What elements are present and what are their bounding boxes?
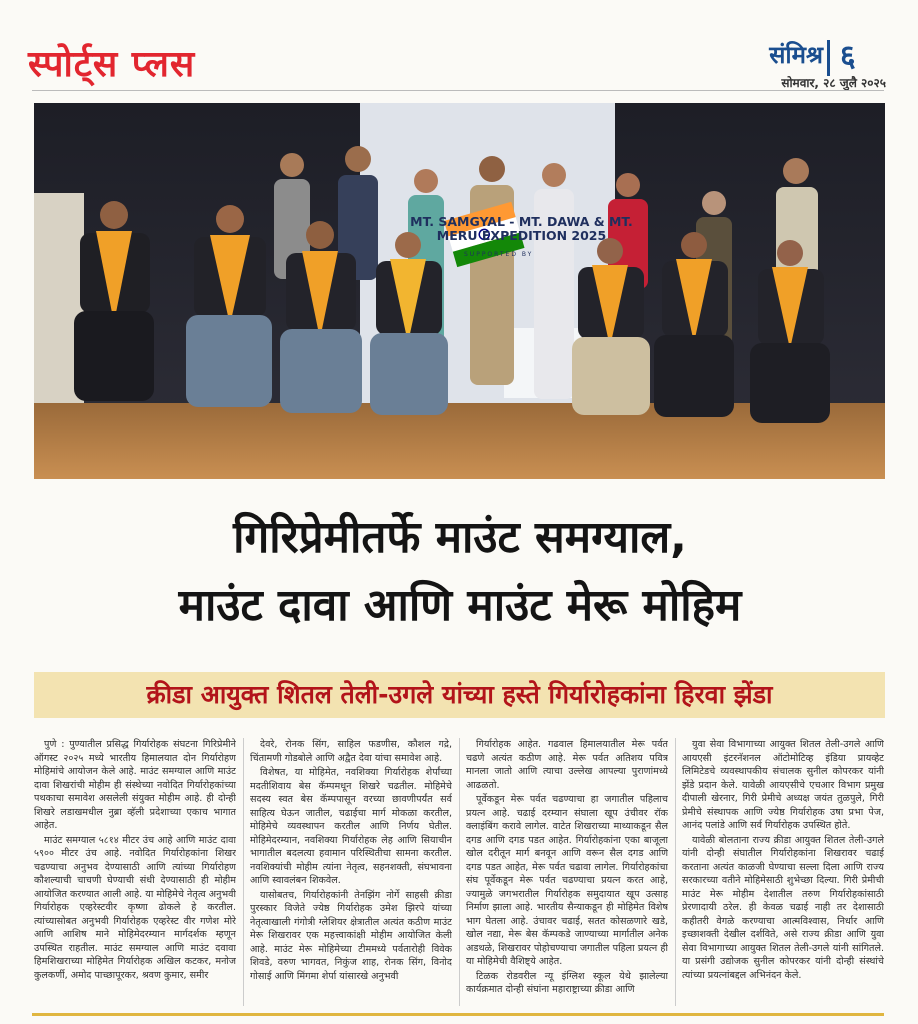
news-photo [34, 103, 885, 479]
column-divider [243, 738, 244, 1006]
headline-line-2: माउंट दावा आणि माउंट मेरू मोहिम [178, 580, 742, 631]
paragraph: विशेषत, या मोहिमेत, नवशिक्या गिर्यारोहक शेर्पांच्या मदतीशिवाय बेस कॅम्पमधून शिखरे चढतील. मोहिमेचे सदस्य स्वत बेस कॅम्पपासून वरच्या छावणीपर्यंत सर्व साहित्य घेऊन जातील, चढाईचा मार्ग मोकळा करतील, मोहिमेचे व्यवस्थापन करतील आणि निर्णय घेतील. मोहिमेदरम्यान, नवशिक्या गिर्यारोहक लेह आणि सियाचीन भागातील बदलत्या हवामान परिस्थितीचा सामना करतील. नवशिक्यांची मोहीम त्यांना नेतृत्व, सहनशक्ती, संघभावना आणि स्वावलंबन शिकवेल. [250, 767, 452, 886]
article-column-3 [466, 738, 668, 1008]
expedition-banner-title: MT. SAMGYAL - MT. DAWA & MT. MERU EXPEDITION 2025 [410, 214, 633, 243]
paragraph: देवरे, रोनक सिंग, साहिल फडणीस, कौशल गद्रे, चिंतामणी गोडबोले आणि अद्वैत देवा यांचा समावेश आहे. [250, 739, 452, 764]
paragraph: गिर्यारोहक आहेत. गढवाल हिमालयातील मेरू पर्वत चढणे अत्यंत कठीण आहे. मेरू पर्वत अतिशय पवित्र मानला जातो आणि त्याचा उल्लेख आपल्या पुराणांमध्ये आढळतो. [466, 739, 668, 791]
page-number: ६ [840, 39, 856, 74]
paragraph: टिळक रोडवरील न्यू इंग्लिश स्कूल येथे झालेल्या कार्यक्रमात दोन्ही संघांना महाराष्ट्राच्या क्रीडा आणि [466, 970, 668, 995]
paragraph: यावेळी बोलताना राज्य क्रीडा आयुक्त शितल तेली-उगले यांनी दोन्ही संघातील गिर्यारोहकांना शिखरावर चढाई करताना अत्यंत काळजी घेण्याचा सल्ला दिला आणि राज्य सरकारच्या वतीने मोहिमेसाठी शुभेच्छा दिल्या. गिरी प्रेमीची माउंट मेरू मोहीम देशातील तरुण गिर्यारोहकांसाठी प्रेरणादायी ठरेल. ही केवळ चढाई नाही तर देशासाठी कहीतरी वेगळे करण्याचा आत्मविश्वास, निर्धार आणि इच्छाशक्ती देखील दर्शविते, असे राज्य क्रीडा आणि युवा सेवा विभागाच्या आयुक्त शितल तेली-उगले यांनी सांगितले. या प्रसंगी उद्योजक सुनील कोपरकर यांनी दोन्ही संस्थांचे त्यांच्या प्रयत्नांबद्दल अभिनंदन केले. [682, 834, 884, 981]
masthead-divider [827, 40, 830, 76]
subheadline: क्रीडा आयुक्त शितल तेली-उगले यांच्या हस्ते गिर्यारोहकांना हिरवा झेंडा [34, 672, 885, 718]
paragraph: यासोबतच, गिर्यारोहकांनी तेनझिंग नोर्गे साहसी क्रीडा पुरस्कार विजेते ज्येष्ठ गिर्यारोहक उमेश झिरपे यांच्या नेतृत्वाखाली गंगोत्री ग्लेशियर क्षेत्रातील अत्यंत कठीण माउंट मेरू शिखरावर एक महत्त्वाकांक्षी मोहीम आयोजित केली आहे. माउंट मेरू मोहिमेच्या टीममध्ये पर्वतारोही विवेक शिवडे, वरुण भागवत, निकुंज शाह, रोनक सिंग, विनोद गोसाई आणि मिंगमा शेर्पा यांसारखे अनुभवी [250, 889, 452, 982]
paragraph: पुणे : पुण्यातील प्रसिद्ध गिर्यारोहक संघटना गिरिप्रेमीने ऑगस्ट २०२५ मध्ये भारतीय हिमालयात दोन गिर्यारोहण मोहिमांचे आयोजन केले आहे. माउंट समग्याल आणि माउंट दावा शिखरांची मोहीम ही संस्थेच्या नवोदित गिर्यारोहकांच्या पथकाचा समावेश असलेली संयुक्त मोहीम आहे. ही दोन्ही शिखरे लडाखमधील नुब्रा व्हॅली प्रदेशाच्या एकाच भागात आहेत. [34, 739, 236, 831]
expedition-banner-sub: SUPPORTED BY [464, 251, 534, 258]
bottom-rule [32, 1013, 884, 1016]
column-divider [675, 738, 676, 1006]
issue-date: सोमवार, २८ जुलै २०२५ [781, 76, 886, 90]
column-divider [459, 738, 460, 1006]
article-column-1 [34, 738, 236, 1008]
article-column-4 [682, 738, 884, 1008]
masthead-rule [32, 90, 884, 91]
paragraph: माउंट समग्याल ५८१४ मीटर उंच आहे आणि माउंट दावा ५९०० मीटर उंच आहे. नवोदित गिर्यारोहकांना शिखर चढण्याचा अनुभव देण्यासाठी आणि त्यांच्या गिर्यारोहण कौशल्याची चाचणी घेण्याची संधी देण्यासाठी ही मोहीम आयोजित करण्यात आली आहे. या मोहिमेचे नेतृत्व अनुभवी गिर्यारोहक एव्हरेस्टवीर कृष्णा ढोकले हे करतील. त्यांच्यासोबत अनुभवी गिर्यारोहक एव्हरेस्ट वीर गणेश मोरे आणि आशिष माने मोहिमेदरम्यान मार्गदर्शक म्हणून उपस्थित राहतील. माउंट समग्याल आणि माउंट दवावा हिमशिखराच्या मोहिमेत गिर्यारोहक अखिल कटकर, मनोज कुलकर्णी, अमोद पाच्छापूरकर, श्रवण कुमार, समीर [34, 834, 236, 981]
group-photo-illustration [34, 103, 885, 479]
brand-title: स्पोर्ट्स प्लस [28, 43, 196, 85]
paragraph: पूर्वेकडून मेरू पर्वत चढण्याचा हा जगातील पहिलाच प्रयत्न आहे. चढाई दरम्यान संघाला खूप उंचीवर रॉक क्लाइंबिंग करावे लागेल. वाटेत शिखराच्या माथ्याकडून सैल दगड आणि दगड पडत आहेत. गिर्यारोहकांना एका बाजूला खोल दरीतून मार्ग बनवून आणि वरून सैल दगड आणि दगड पडत आहेत, मेरू पर्वत चढावा लागेल. गिर्यारोहकांचा संघ पूर्वेकडून मेरू पर्वत चढण्याचा प्रयत्न करत आहे, ज्यामुळे जगभरातील गिर्यारोहक समुदायात खूप उत्साह निर्माण झाला आहे. भारतीय सैन्याकडून ही मोहिमेत विशेष भाग घेतला आहे. उंचावर चढाई, सतत कोसळणारे खडे, खोल नद्या, मेरू बेस कॅम्पकडे जाण्याच्या मार्गातील अनेक अडथळे, शिखरावर पोहोचण्याचा जगातील पहिला प्रयत्न ही या मोहिमेची वैशिष्ट्ये आहेत. [466, 794, 668, 967]
article-column-2 [250, 738, 452, 1008]
masthead [0, 0, 918, 100]
headline-line-1: गिरिप्रेमीतर्फे माउंट समग्याल, [233, 512, 687, 563]
section-title: संमिश्र [769, 41, 823, 69]
paragraph: युवा सेवा विभागाच्या आयुक्त शितल तेली-उगले आणि आयएसी इंटरनॅशनल ऑटोमोटिव्ह इंडिया प्रायव्हेट लिमिटेडचे व्यवस्थापकीय संचालक सुनील कोपरकर यांनी झेंडे प्रदान केले. यावेळी आयएसीचे एचआर विभाग प्रमुख दीपाली खेरनार, गिरी प्रेमीचे अध्यक्ष जयंत तुळपुले, गिरी प्रेमीचे संस्थापक आणि ज्येष्ठ गिर्यारोहक उषा प्रभा पेज, आनंद पलांडे आणि सर्व गिर्यारोहक उपस्थित होते. [682, 739, 884, 831]
